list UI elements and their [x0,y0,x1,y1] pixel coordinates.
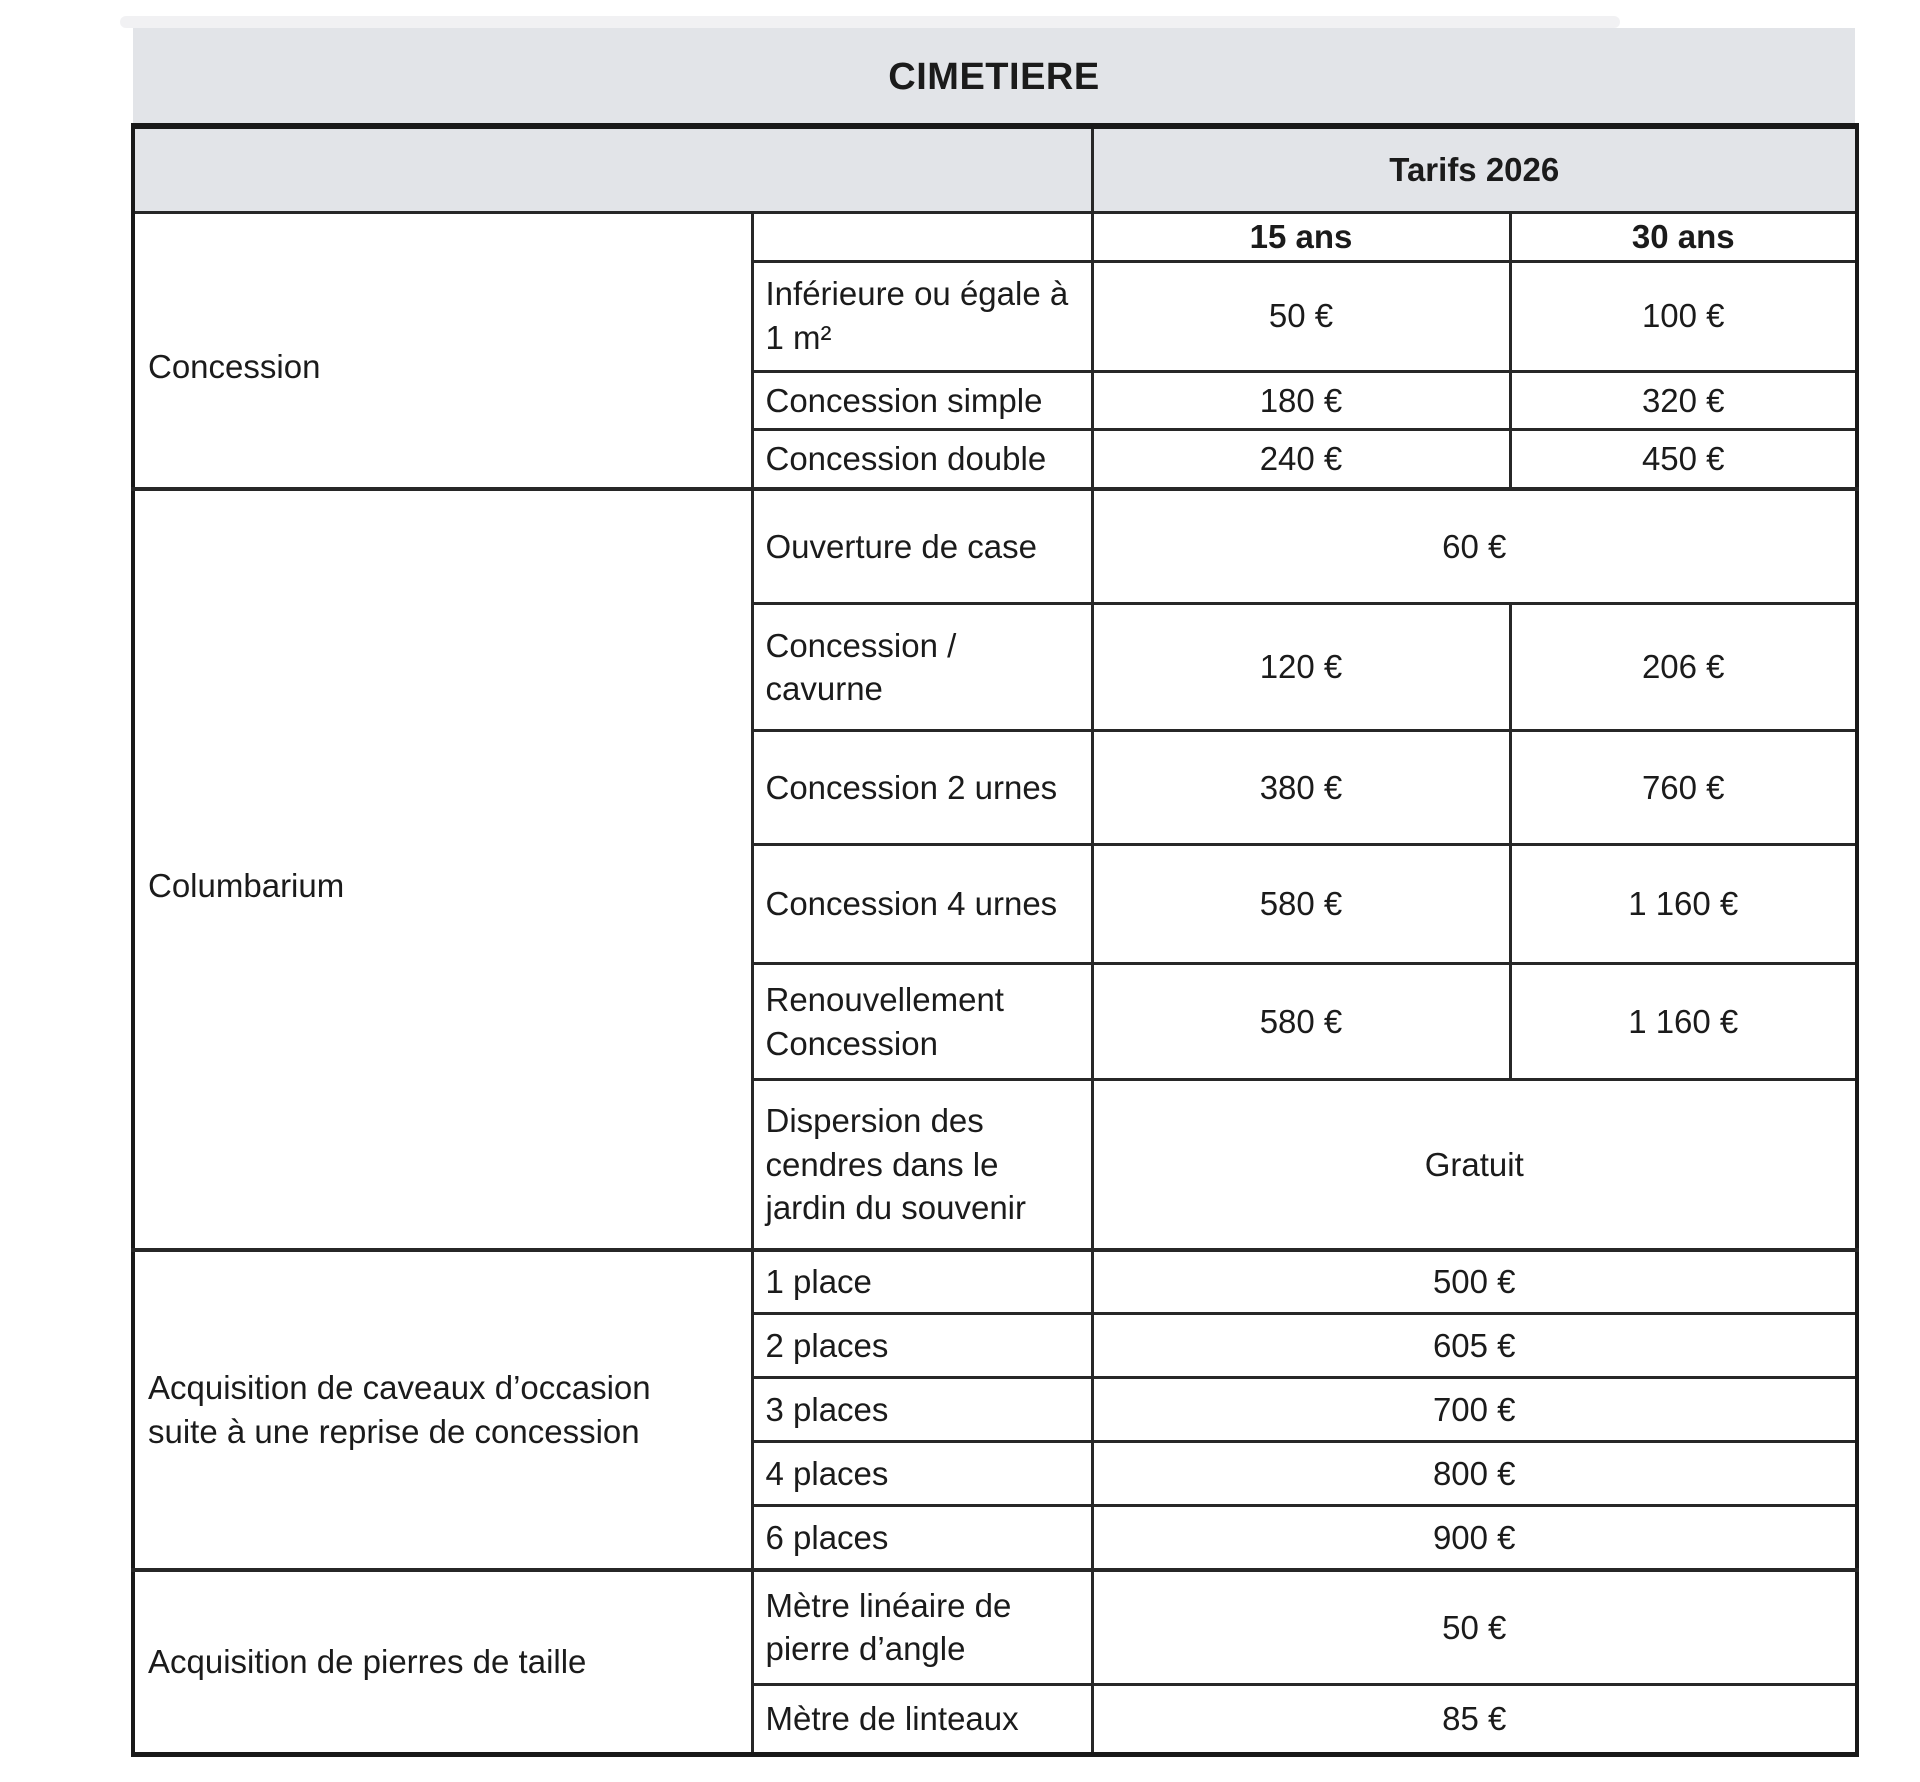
section-label-concession: Concession [133,212,752,489]
price-15: 580 € [1092,964,1510,1080]
section-label-caveaux: Acquisition de caveaux d’occasion suite à une reprise de concession [133,1250,752,1570]
price-15: 180 € [1092,371,1510,430]
column-header-15-ans: 15 ans [1092,212,1510,261]
table-row [133,489,1857,604]
price-merged: 85 € [1092,1685,1857,1755]
row-label: Ouverture de case [752,489,1092,604]
section-label-columbarium: Columbarium [133,489,752,1250]
price-merged: 50 € [1092,1570,1857,1685]
row-label: 4 places [752,1442,1092,1506]
price-merged: 900 € [1092,1506,1857,1570]
row-label: Mètre de linteaux [752,1685,1092,1755]
price-merged: 605 € [1092,1314,1857,1378]
row-label: Renouvellement Concession [752,964,1092,1080]
price-merged: 800 € [1092,1442,1857,1506]
price-30: 100 € [1510,261,1857,371]
row-label: Concession 2 urnes [752,731,1092,845]
durations-empty-cell [752,212,1092,261]
row-label: 2 places [752,1314,1092,1378]
column-header-30-ans: 30 ans [1510,212,1857,261]
scan-artifact-streak [120,16,1620,28]
price-merged: 700 € [1092,1378,1857,1442]
price-30: 1 160 € [1510,964,1857,1080]
price-30: 1 160 € [1510,845,1857,964]
table-row [133,1570,1857,1685]
row-label: Dispersion des cendres dans le jardin du souvenir [752,1080,1092,1250]
table-row-durations [133,212,1857,261]
row-label: Inférieure ou égale à 1 m² [752,261,1092,371]
price-30: 206 € [1510,604,1857,731]
row-label: Concession / cavurne [752,604,1092,731]
row-label: Mètre linéaire de pierre d’angle [752,1570,1092,1685]
cemetery-tariff-table [131,123,1859,1757]
row-label: 1 place [752,1250,1092,1314]
price-30: 760 € [1510,731,1857,845]
price-merged: 60 € [1092,489,1857,604]
row-label: 6 places [752,1506,1092,1570]
price-30: 450 € [1510,430,1857,489]
page-title: CIMETIERE [888,56,1100,98]
price-15: 580 € [1092,845,1510,964]
price-merged: Gratuit [1092,1080,1857,1250]
section-label-pierres: Acquisition de pierres de taille [133,1570,752,1755]
table-row [133,1250,1857,1314]
row-label: Concession double [752,430,1092,489]
price-15: 50 € [1092,261,1510,371]
table-row-tariff-header [133,126,1857,212]
page-title-banner [133,28,1855,123]
price-15: 240 € [1092,430,1510,489]
price-merged: 500 € [1092,1250,1857,1314]
price-15: 120 € [1092,604,1510,731]
row-label: 3 places [752,1378,1092,1442]
header-tariffs-label: Tarifs 2026 [1092,126,1857,212]
price-15: 380 € [1092,731,1510,845]
price-30: 320 € [1510,371,1857,430]
row-label: Concession simple [752,371,1092,430]
header-empty-cell [133,126,1092,212]
row-label: Concession 4 urnes [752,845,1092,964]
